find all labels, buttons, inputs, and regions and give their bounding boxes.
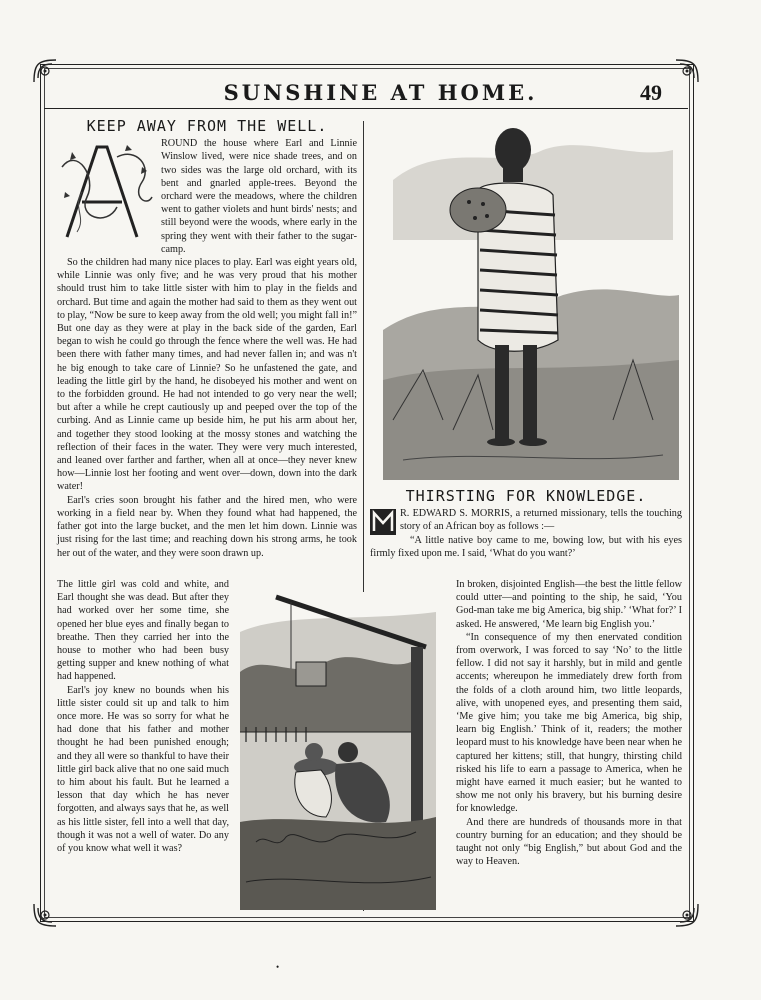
well-illustration <box>236 592 440 910</box>
corner-ornament-bottom-right <box>672 900 702 930</box>
article-thirsting-continued <box>456 578 682 868</box>
article-paragraph: And there are hundreds of thousands more in that country burning for an education; and they should be taught not only “big English,” but about God and the way to Heaven. <box>456 816 682 868</box>
article-paragraph: Earl's cries soon brought his father and the hired men, who were working in a field near by. When they found what had happened, the father got into the large bucket, and the men let him down. Linnie was just rising for the last time; and reaching down his strong arms, he took her out of the water, and they were soon drawn up. <box>57 494 357 559</box>
header-rule <box>44 108 688 109</box>
article-paragraph: The little girl was cold and white, and Earl thought she was dead. But after they had worked over her some time, she opened her blue eyes and finally began to breathe. Then they carried her into the house to mother who had been busy getting supper and knew nothing of what had happened. <box>57 579 229 683</box>
article-paragraph: Earl's joy knew no bounds when his little sister could sit up and talk to him once more. He was so sorry for what he had done that his father and mother thought he had been punished enough; and they all were so thankful to have their little girl back alive that no one said much to him about his fault. But he learned a lesson that day which he has never forgotten, and always says that he, as well as his little sister, fell into a well that day, though it was not a well of water. Do any of you know what well it was? <box>57 684 229 855</box>
printer-mark: • <box>276 962 280 972</box>
drop-cap-m-icon <box>370 509 396 535</box>
page-number: 49 <box>640 80 662 105</box>
article-paragraph: In broken, disjointed English—the best the little fellow could utter—and pointing to the ship, he said, ‘You God-man take me big America, big ship.’ ‘What for?’ I asked. He answered, ‘Me learn big English you.’ <box>456 579 682 630</box>
ornamental-initial-a-icon <box>57 137 155 247</box>
article-intro: ROUND the house where Earl and Linnie Winslow lived, were nice shade trees, and on two sides was the large old orchard, with its bent and gnarled apple-trees. Beyond the orchard were the meadows, where the children went to gather violets and hunt birds' nests; and still beyond were the woods, where early in the spring they went with their father to the sugar-camp. <box>161 138 357 255</box>
article-paragraph: So the children had many nice places to play. Earl was eight years old, while Linnie was only five; and he was very proud that his mother should trust him to take little sister with him to play in the fields and orchard. But time and again the mother had said to them as they went out to play, “Now be sure to keep away from the old well; you might fall in!” But one day as they were at play in the back side of the garden, Earl began to wish he could go through the fence where the well was. He had been there with father many times, and had never fallen in; and was n't he big enough to take care of Linnie? So he unfastened the gate, and leading the little girl by the hand, he disobeyed his mother and went on to the forbidden ground. He had not intended to go very near the well; but after a while he crept cautiously up and peeped over the top of the curbing. And as Linnie came up beside him, he put his arm about her, and together they stood looking at the mossy stones and watching the reflection of their faces in the water. They were very much interested, and leaned over farther and farther, when all at once—they never knew how—Linnie lost her footing and went over—down, down into the dark water! <box>57 257 357 493</box>
article-paragraph: “A little native boy came to me, bowing low, but with his eyes firmly fixed upon me. I said, ‘What do you want?’ <box>370 534 682 559</box>
corner-ornament-bottom-left <box>30 900 60 930</box>
article-thirsting <box>370 487 682 560</box>
running-title: SUNSHINE AT HOME. <box>223 80 538 105</box>
article-headline: THIRSTING FOR KNOWLEDGE. <box>405 487 647 505</box>
article-continued <box>57 578 229 855</box>
boy-illustration <box>383 120 679 480</box>
article-keep-away <box>57 117 357 560</box>
article-headline: KEEP AWAY FROM THE WELL. <box>86 117 328 135</box>
article-paragraph: “In consequence of my then enervated condition from overwork, I was forced to say ‘No’ to the little fellow. I did not say it harshly, but in mild and gentle accents; whereupon he immediately drew forth from the folds of a cloth around him, two little leopards, alive, with unopened eyes, and presenting them said, ‘Me give him; you take me big America, big ship, learn big English.’ Think of it, readers; the mother leopard must to his knowledge have been near when he captured her kittens; still, that hungry, thirsting child risked his life to earn a passage to America, when he might have earned it much easier; but he wanted to show me not only his bravery, but his burning desire for knowledge. <box>456 631 682 815</box>
article-intro: R. EDWARD S. MORRIS, a returned missionary, tells the touching story of an African boy as follows :— <box>400 508 682 533</box>
